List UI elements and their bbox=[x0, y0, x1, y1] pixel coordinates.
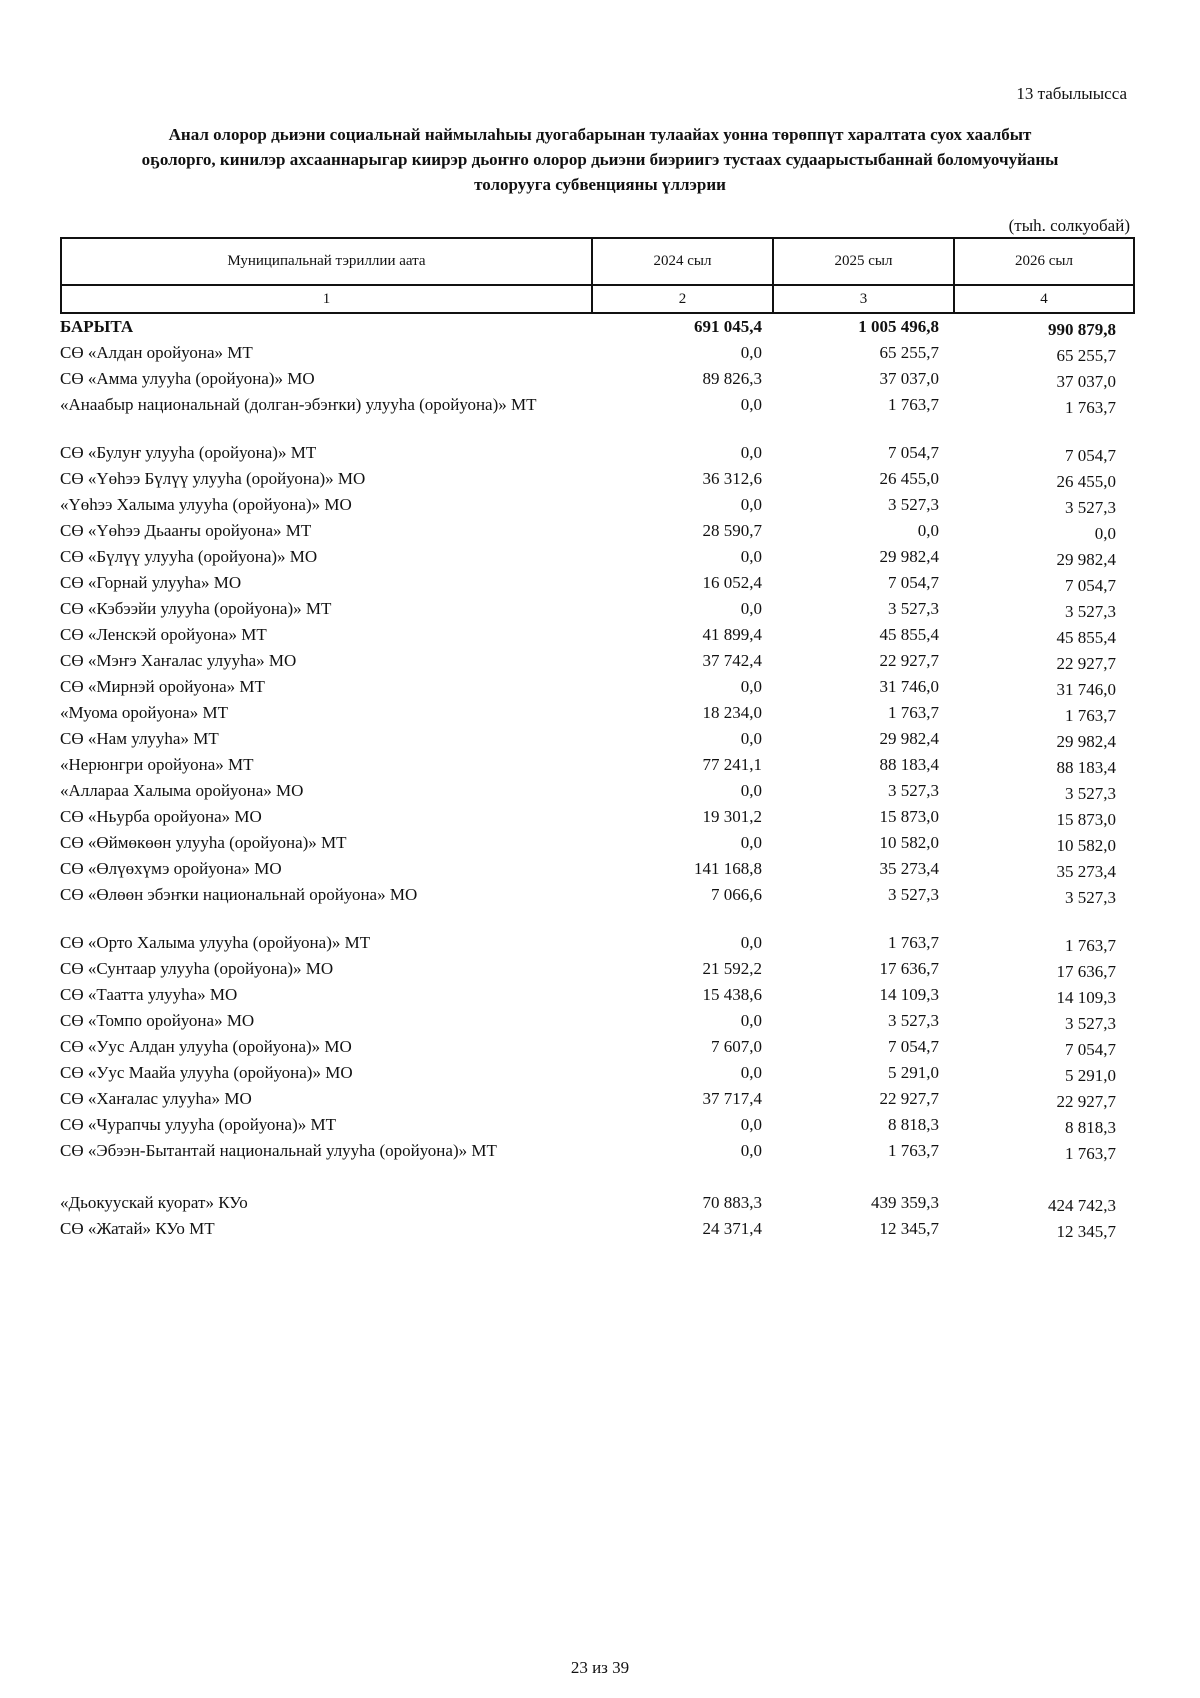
table-row bbox=[60, 442, 1135, 468]
table-header bbox=[60, 237, 1135, 314]
value-2024: 0,0 bbox=[740, 1141, 762, 1160]
value-2025: 0,0 bbox=[917, 521, 939, 540]
value-2024: 0,0 bbox=[740, 1011, 762, 1030]
value-2026: 10 582,0 bbox=[1056, 836, 1116, 855]
value-2025: 1 763,7 bbox=[888, 703, 939, 722]
row-name: СӨ «Ньурба оройуона» МО bbox=[60, 807, 262, 826]
value-2025: 65 255,7 bbox=[879, 343, 939, 362]
value-2024: 70 883,3 bbox=[702, 1193, 762, 1212]
value-2026: 37 037,0 bbox=[1056, 372, 1116, 391]
row-name: СӨ «Жатай» КУо МТ bbox=[60, 1219, 215, 1238]
value-2025: 37 037,0 bbox=[879, 369, 939, 388]
value-2026: 29 982,4 bbox=[1056, 732, 1116, 751]
row-name: «Дьокуускай куорат» КУо bbox=[60, 1193, 248, 1212]
value-2025: 3 527,3 bbox=[888, 495, 939, 514]
value-2026: 35 273,4 bbox=[1056, 862, 1116, 881]
value-2024: 0,0 bbox=[740, 599, 762, 618]
table-row bbox=[60, 1010, 1135, 1036]
value-2024: 37 717,4 bbox=[702, 1089, 762, 1108]
value-2026: 1 763,7 bbox=[1065, 1144, 1116, 1163]
row-name: СӨ «Булуҥ улууһа (оройуона)» МТ bbox=[60, 443, 317, 462]
table-row bbox=[60, 1062, 1135, 1088]
value-2026: 45 855,4 bbox=[1056, 628, 1116, 647]
value-2026: 7 054,7 bbox=[1065, 446, 1116, 465]
value-2024: 141 168,8 bbox=[694, 859, 762, 878]
row-name: СӨ «Ленскэй оройуона» МТ bbox=[60, 625, 267, 644]
value-2025: 8 818,3 bbox=[888, 1115, 939, 1134]
table-row bbox=[60, 702, 1135, 728]
value-2024: 0,0 bbox=[740, 781, 762, 800]
value-2026: 424 742,3 bbox=[1048, 1196, 1116, 1215]
row-name: СӨ «Томпо оройуона» МО bbox=[60, 1011, 255, 1030]
table-row bbox=[60, 394, 1135, 442]
value-2026: 26 455,0 bbox=[1056, 472, 1116, 491]
value-2024: 0,0 bbox=[740, 729, 762, 748]
row-name: «Анаабыр национальнай (долган-эбэҥки) улууһа (оройуона)» МТ bbox=[60, 395, 537, 414]
value-2025: 35 273,4 bbox=[879, 859, 939, 878]
page-number: 23 из 39 bbox=[570, 1658, 630, 1677]
value-2024: 0,0 bbox=[740, 833, 762, 852]
value-2025: 26 455,0 bbox=[879, 469, 939, 488]
value-2025: 1 763,7 bbox=[888, 933, 939, 952]
value-2024: 0,0 bbox=[740, 933, 762, 952]
value-2025: 5 291,0 bbox=[888, 1063, 939, 1082]
value-2026: 3 527,3 bbox=[1065, 1014, 1116, 1033]
header-municipality: Муниципальнай тэриллии аата bbox=[61, 238, 592, 285]
row-name: «Муома оройуона» МТ bbox=[60, 703, 228, 722]
value-2024: 15 438,6 bbox=[702, 985, 762, 1004]
header-2026: 2026 сыл bbox=[954, 238, 1134, 285]
value-2025: 17 636,7 bbox=[879, 959, 939, 978]
value-2025: 3 527,3 bbox=[888, 599, 939, 618]
value-2025: 31 746,0 bbox=[879, 677, 939, 696]
table-row bbox=[60, 494, 1135, 520]
column-number: 4 bbox=[954, 285, 1134, 313]
value-2024: 0,0 bbox=[740, 1063, 762, 1082]
value-2024: 36 312,6 bbox=[702, 469, 762, 488]
value-2026: 3 527,3 bbox=[1065, 602, 1116, 621]
value-2025: 7 054,7 bbox=[888, 1037, 939, 1056]
table-row bbox=[60, 932, 1135, 958]
value-2025: 22 927,7 bbox=[879, 1089, 939, 1108]
value-2026: 14 109,3 bbox=[1056, 988, 1116, 1007]
value-2026: 31 746,0 bbox=[1056, 680, 1116, 699]
table-row bbox=[60, 884, 1135, 932]
value-2025: 3 527,3 bbox=[888, 781, 939, 800]
value-2025: 12 345,7 bbox=[879, 1219, 939, 1238]
title-line: толорууга субвенцияны үллэрии bbox=[474, 175, 726, 194]
row-name: СӨ «Мирнэй оройуона» МТ bbox=[60, 677, 265, 696]
document-title bbox=[60, 122, 1140, 197]
value-2026: 17 636,7 bbox=[1056, 962, 1116, 981]
table-row bbox=[60, 598, 1135, 624]
table-row bbox=[60, 546, 1135, 572]
table-row bbox=[60, 520, 1135, 546]
table-row bbox=[60, 1140, 1135, 1192]
row-name: СӨ «Хаҥалас улууһа» МО bbox=[60, 1089, 252, 1108]
row-name: СӨ «Амма улууһа (оройуона)» МО bbox=[60, 369, 315, 388]
column-number: 3 bbox=[773, 285, 954, 313]
value-2024: 0,0 bbox=[740, 1115, 762, 1134]
value-2026: 1 763,7 bbox=[1065, 936, 1116, 955]
value-2024: 21 592,2 bbox=[702, 959, 762, 978]
value-2026: 3 527,3 bbox=[1065, 784, 1116, 803]
value-2024: 19 301,2 bbox=[702, 807, 762, 826]
value-2026: 3 527,3 bbox=[1065, 498, 1116, 517]
value-2024: 0,0 bbox=[740, 495, 762, 514]
value-2026: 65 255,7 bbox=[1056, 346, 1116, 365]
row-name: СӨ «Горнай улууһа» МО bbox=[60, 573, 242, 592]
table-row bbox=[60, 806, 1135, 832]
appendix-label: 13 табылыысса bbox=[1016, 84, 1127, 103]
row-name: СӨ «Нам улууһа» МТ bbox=[60, 729, 219, 748]
value-2026: 0,0 bbox=[1094, 524, 1116, 543]
value-2026: 15 873,0 bbox=[1056, 810, 1116, 829]
value-2025: 29 982,4 bbox=[879, 729, 939, 748]
value-2025: 88 183,4 bbox=[879, 755, 939, 774]
row-name: СӨ «Өлүөхүмэ оройуона» МО bbox=[60, 859, 282, 878]
value-2026: 29 982,4 bbox=[1056, 550, 1116, 569]
row-name: «Үөһээ Халыма улууһа (оройуона)» МО bbox=[60, 495, 352, 514]
table-row bbox=[60, 1036, 1135, 1062]
value-2026: 3 527,3 bbox=[1065, 888, 1116, 907]
value-2024: 77 241,1 bbox=[702, 755, 762, 774]
value-2024: 0,0 bbox=[740, 443, 762, 462]
row-name: БАРЫТА bbox=[60, 317, 134, 336]
value-2024: 18 234,0 bbox=[702, 703, 762, 722]
table-row bbox=[60, 858, 1135, 884]
total-row bbox=[60, 316, 1135, 342]
value-2025: 45 855,4 bbox=[879, 625, 939, 644]
value-2025: 15 873,0 bbox=[879, 807, 939, 826]
value-2026: 88 183,4 bbox=[1056, 758, 1116, 777]
value-2026: 22 927,7 bbox=[1056, 654, 1116, 673]
row-name: СӨ «Орто Халыма улууһа (оройуона)» МТ bbox=[60, 933, 371, 952]
table-row bbox=[60, 572, 1135, 598]
row-name: СӨ «Уус Алдан улууһа (оройуона)» МО bbox=[60, 1037, 352, 1056]
row-name: СӨ «Таатта улууһа» МО bbox=[60, 985, 238, 1004]
column-number: 1 bbox=[61, 285, 592, 313]
value-2024: 691 045,4 bbox=[694, 317, 762, 336]
value-2026: 1 763,7 bbox=[1065, 706, 1116, 725]
table-row bbox=[60, 650, 1135, 676]
value-2025: 7 054,7 bbox=[888, 573, 939, 592]
row-name: СӨ «Үөһээ Бүлүү улууһа (оройуона)» МО bbox=[60, 469, 366, 488]
row-name: «Аллараа Халыма оройуона» МО bbox=[60, 781, 304, 800]
column-number: 2 bbox=[592, 285, 773, 313]
value-2024: 0,0 bbox=[740, 547, 762, 566]
value-2024: 24 371,4 bbox=[702, 1219, 762, 1238]
value-2024: 89 826,3 bbox=[702, 369, 762, 388]
value-2025: 14 109,3 bbox=[879, 985, 939, 1004]
value-2024: 0,0 bbox=[740, 677, 762, 696]
value-2024: 41 899,4 bbox=[702, 625, 762, 644]
table-row bbox=[60, 754, 1135, 780]
row-name: СӨ «Чурапчы улууһа (оройуона)» МТ bbox=[60, 1115, 336, 1134]
value-2024: 28 590,7 bbox=[702, 521, 762, 540]
table-body bbox=[60, 316, 1135, 1244]
table-row bbox=[60, 832, 1135, 858]
value-2024: 16 052,4 bbox=[702, 573, 762, 592]
table-row bbox=[60, 728, 1135, 754]
row-name: СӨ «Уус Маайа улууһа (оройуона)» МО bbox=[60, 1063, 353, 1082]
table-row bbox=[60, 1192, 1135, 1218]
row-name: СӨ «Мэҥэ Хаҥалас улууһа» МО bbox=[60, 651, 297, 670]
value-2026: 12 345,7 bbox=[1056, 1222, 1116, 1241]
value-2024: 0,0 bbox=[740, 343, 762, 362]
value-2025: 439 359,3 bbox=[871, 1193, 939, 1212]
value-2025: 1 763,7 bbox=[888, 1141, 939, 1160]
value-2024: 0,0 bbox=[740, 395, 762, 414]
value-2026: 990 879,8 bbox=[1048, 320, 1116, 339]
row-name: СӨ «Эбээн-Бытантай национальнай улууһа (оройуона)» МТ bbox=[60, 1141, 497, 1160]
row-name: «Нерюнгри оройуона» МТ bbox=[60, 755, 254, 774]
value-2026: 1 763,7 bbox=[1065, 398, 1116, 417]
table-row bbox=[60, 1218, 1135, 1244]
table-row bbox=[60, 958, 1135, 984]
title-line: оҕолорго, кинилэр ахсааннарыгар киирэр дьоҥҥо олорор дьиэни биэриигэ тустаах судаарыстыбаннай боломуочуйаны bbox=[141, 150, 1059, 169]
value-2026: 5 291,0 bbox=[1065, 1066, 1116, 1085]
table-row bbox=[60, 780, 1135, 806]
row-name: СӨ «Үөһээ Дьааҥы оройуона» МТ bbox=[60, 521, 312, 540]
table-row bbox=[60, 342, 1135, 368]
table-row bbox=[60, 1114, 1135, 1140]
value-2025: 1 763,7 bbox=[888, 395, 939, 414]
table-row bbox=[60, 1088, 1135, 1114]
table-row bbox=[60, 624, 1135, 650]
units-label: (тыһ. солкуобай) bbox=[1008, 216, 1130, 235]
row-name: СӨ «Өлөөн эбэҥки национальнай оройуона» МО bbox=[60, 885, 418, 904]
table-row bbox=[60, 468, 1135, 494]
value-2026: 7 054,7 bbox=[1065, 576, 1116, 595]
value-2025: 3 527,3 bbox=[888, 1011, 939, 1030]
title-line: Анал олорор дьиэни социальнай наймылаһыы дуогабарынан тулаайах уонна төрөппүт харалтата суох хаалбыт bbox=[168, 125, 1032, 144]
value-2025: 29 982,4 bbox=[879, 547, 939, 566]
row-name: СӨ «Алдан оройуона» МТ bbox=[60, 343, 253, 362]
row-name: СӨ «Өймөкөөн улууһа (оройуона)» МТ bbox=[60, 833, 347, 852]
row-name: СӨ «Сунтаар улууһа (оройуона)» МО bbox=[60, 959, 334, 978]
value-2026: 8 818,3 bbox=[1065, 1118, 1116, 1137]
value-2024: 37 742,4 bbox=[702, 651, 762, 670]
value-2026: 22 927,7 bbox=[1056, 1092, 1116, 1111]
row-name: СӨ «Кэбээйи улууһа (оройуона)» МТ bbox=[60, 599, 332, 618]
table-row bbox=[60, 368, 1135, 394]
value-2025: 10 582,0 bbox=[879, 833, 939, 852]
header-2025: 2025 сыл bbox=[773, 238, 954, 285]
row-name: СӨ «Бүлүү улууһа (оройуона)» МО bbox=[60, 547, 318, 566]
value-2026: 7 054,7 bbox=[1065, 1040, 1116, 1059]
value-2024: 7 066,6 bbox=[711, 885, 762, 904]
table-row bbox=[60, 984, 1135, 1010]
value-2025: 1 005 496,8 bbox=[858, 317, 939, 336]
value-2025: 7 054,7 bbox=[888, 443, 939, 462]
header-2024: 2024 сыл bbox=[592, 238, 773, 285]
value-2024: 7 607,0 bbox=[711, 1037, 762, 1056]
table-row bbox=[60, 676, 1135, 702]
value-2025: 22 927,7 bbox=[879, 651, 939, 670]
value-2025: 3 527,3 bbox=[888, 885, 939, 904]
